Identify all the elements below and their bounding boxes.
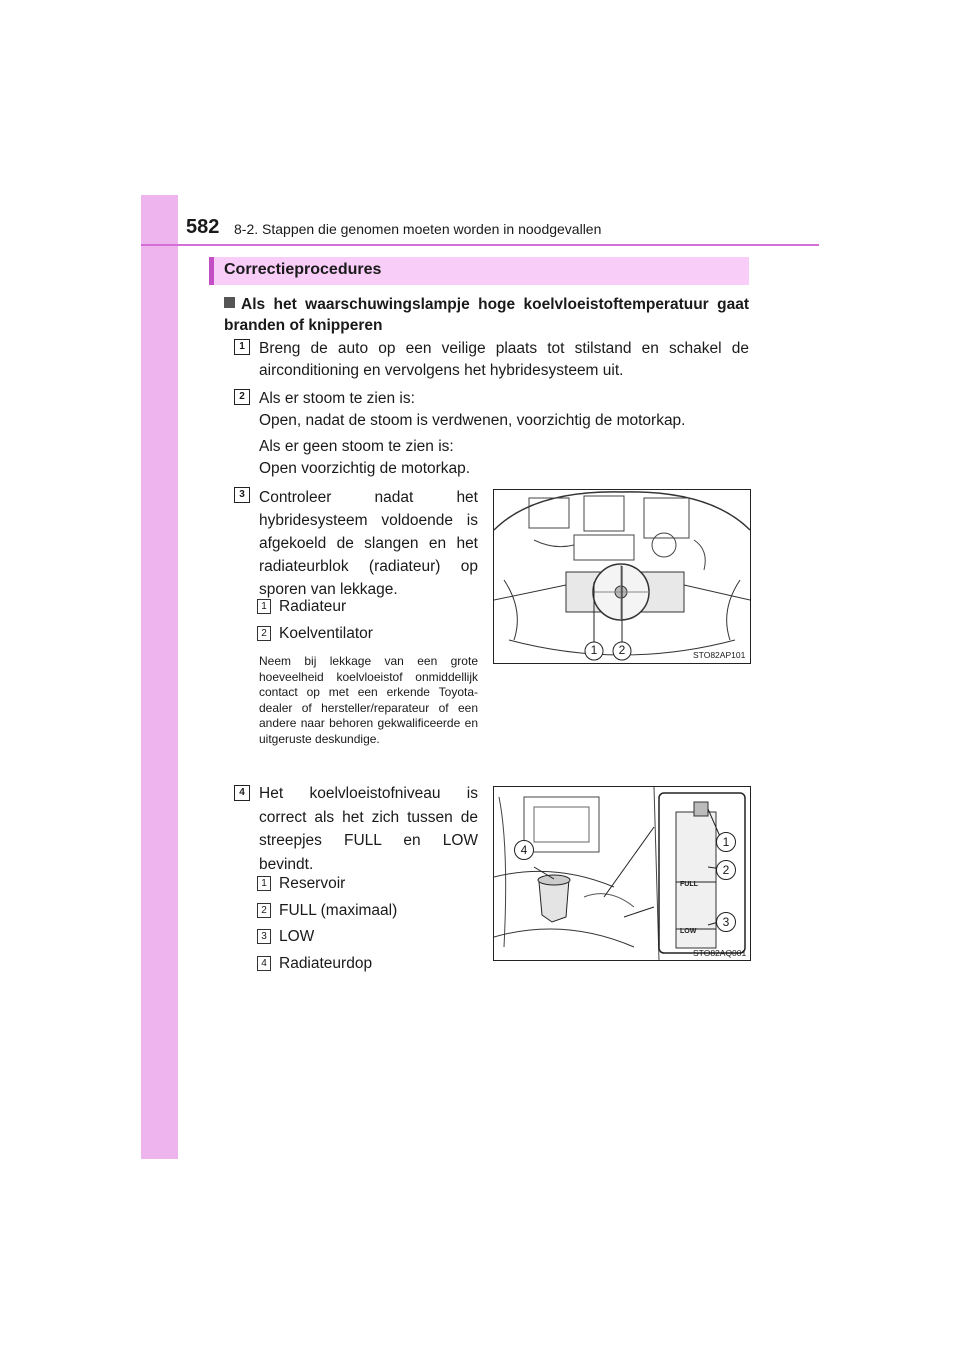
callout-2: 2 [618,643,626,657]
step-number: 2 [234,389,250,405]
callout-1: 1 [716,832,736,852]
step-4-text: Het koelvloeistofniveau is correct als het zich tussen de streepjes FULL en LOW bevindt. [259,785,478,873]
step-number: 4 [234,785,250,801]
callout-3: 3 [716,912,736,932]
item-label: LOW [279,928,315,945]
callout-2: 2 [716,860,736,880]
page-number: 582 [186,216,220,238]
reservoir-illustration [494,787,750,960]
section-header [209,257,749,285]
step-2-line: Open voorzichtig de motorkap. [259,460,471,477]
figure-code: STO82AP101 [693,650,746,660]
item-label: Radiateur [279,598,347,615]
figure-code: STO82AQ001 [693,948,747,958]
section-title: Correctieprocedures [224,261,382,278]
side-tab [141,195,178,1159]
item-label: Reservoir [279,875,346,892]
callout-1: 1 [590,643,598,657]
item-number: 3 [257,929,271,944]
item-number: 1 [257,876,271,891]
item-number: 2 [257,903,271,918]
item-label: FULL (maximaal) [279,902,398,919]
coolant-reservoir-figure [493,786,751,961]
step-2-line: Open, nadat de stoom is verdwenen, voorzichtig de motorkap. [259,412,686,429]
header-rule [141,244,819,246]
item-number: 2 [257,626,271,641]
step-number: 3 [234,487,250,503]
chapter-title: 8-2. Stappen die genomen moeten worden in noodgevallen [234,221,602,237]
item-number: 4 [257,956,271,971]
step-1-text: Breng de auto op een veilige plaats tot stilstand en schakel de airconditioning en vervolgens het hybridesysteem uit. [259,340,749,379]
step-2-line: Als er stoom te zien is: [259,390,415,407]
callout-4: 4 [514,840,534,860]
step-2-line: Als er geen stoom te zien is: [259,438,454,455]
item-label: Radiateurdop [279,955,373,972]
engine-bay-illustration [494,490,750,663]
engine-radiator-figure [493,489,751,664]
leak-note: Neem bij lekkage van een grote hoeveelheid koelvloeistof onmiddellijk contact op met een erkende Toyota-dealer of hersteller/reparateur of een andere naar behoren gekwalificeerde en uitgeruste deskundige. [259,654,478,746]
low-mark: LOW [680,928,697,935]
step-number: 1 [234,339,250,355]
subheading: Als het waarschuwingslampje hoge koelvloeistoftemperatuur gaat branden of knipperen [224,296,749,334]
full-mark: FULL [680,881,698,888]
item-number: 1 [257,599,271,614]
step-3-text: Controleer nadat het hybridesysteem voldoende is afgekoeld de slangen en het radiateurblok (radiateur) op sporen van lekkage. [259,489,478,598]
square-bullet-icon [224,297,235,308]
item-label: Koelventilator [279,625,373,642]
